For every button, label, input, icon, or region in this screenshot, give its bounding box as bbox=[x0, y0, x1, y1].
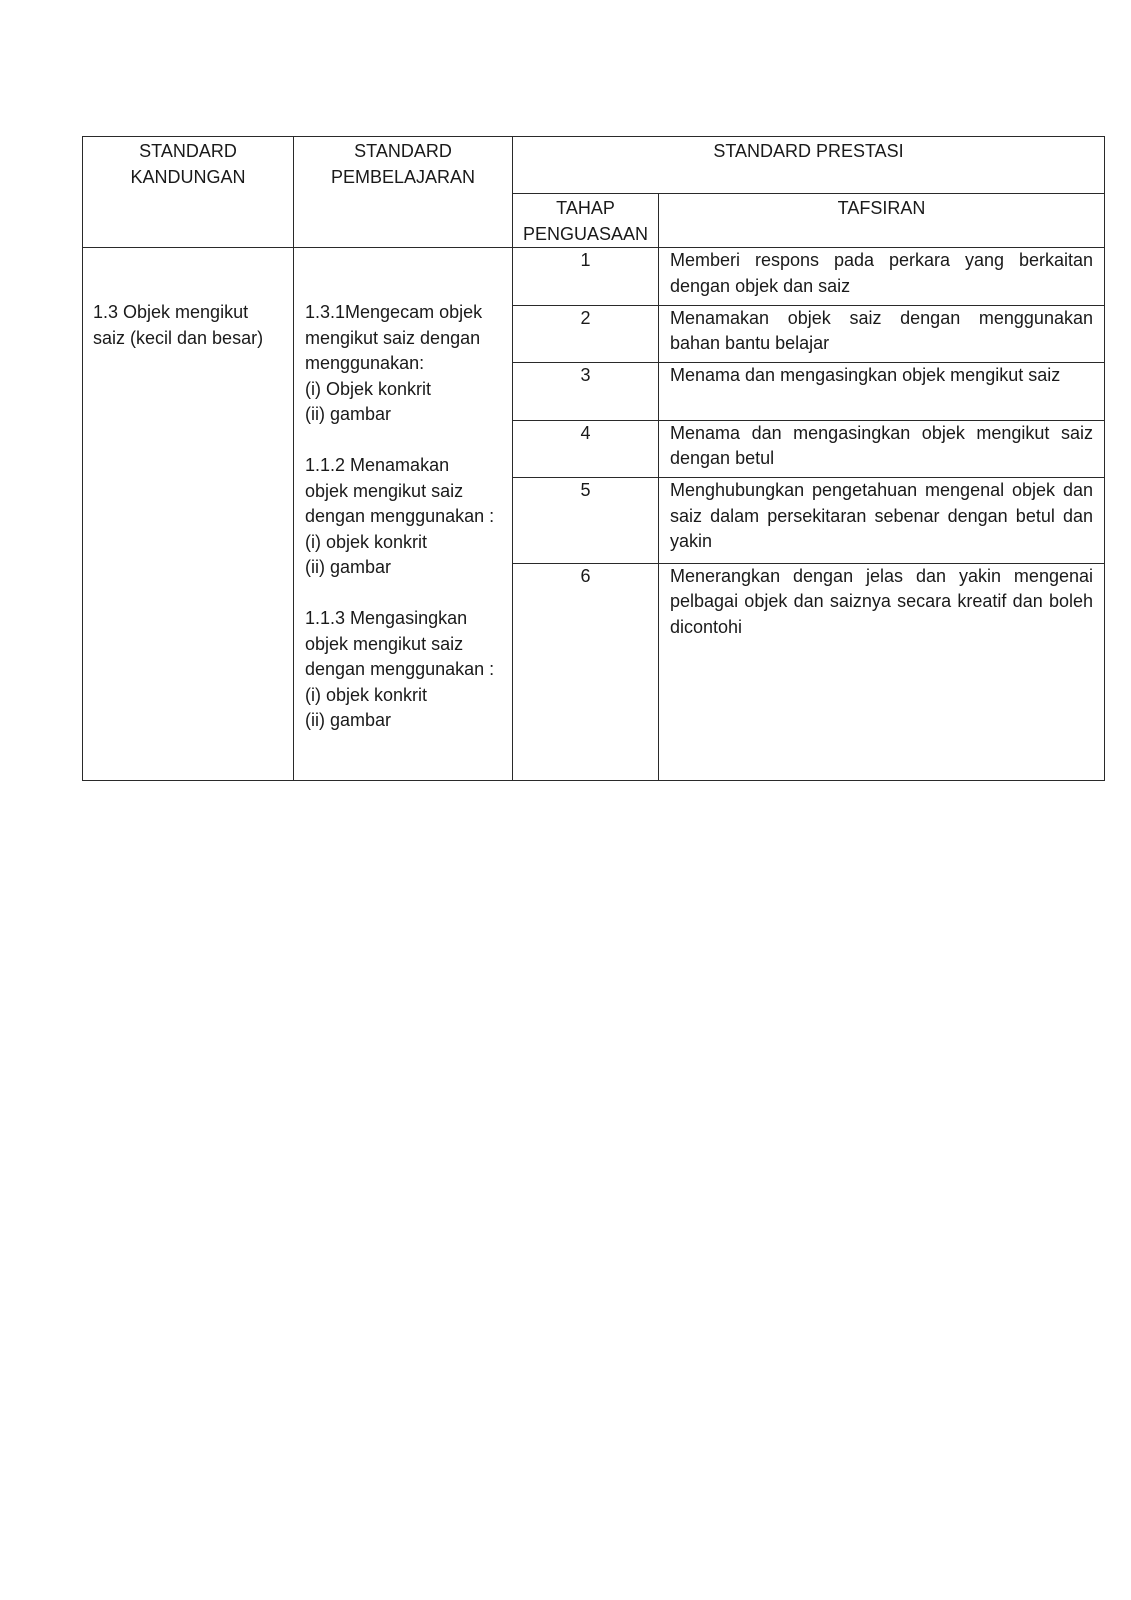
level-number: 6 bbox=[513, 563, 659, 780]
level-number: 5 bbox=[513, 478, 659, 564]
header-standard-pembelajaran: STANDARD PEMBELAJARAN bbox=[294, 137, 513, 248]
level-description: Menerangkan dengan jelas dan yakin mengenai pelbagai objek dan saiznya secara kreatif dan boleh dicontohi bbox=[659, 563, 1105, 780]
standard-table bbox=[82, 136, 1105, 781]
sp-line: mengikut saiz dengan bbox=[305, 327, 481, 348]
sp-line: (ii) gambar bbox=[305, 557, 392, 577]
standard-pembelajaran-cell bbox=[294, 248, 513, 781]
sp-line: (ii) gambar bbox=[305, 404, 392, 424]
level-description: Menamakan objek saiz dengan menggunakan bahan bantu belajar bbox=[659, 305, 1105, 363]
level-description: Memberi respons pada perkara yang berkaitan dengan objek dan saiz bbox=[659, 248, 1105, 306]
sp-line: dengan menggunakan : bbox=[305, 659, 495, 679]
sp-line: (ii) gambar bbox=[305, 710, 392, 730]
standard-kandungan-cell: 1.3 Objek mengikut saiz (kecil dan besar) bbox=[83, 248, 294, 781]
sp-line: (i) objek konkrit bbox=[305, 684, 428, 705]
sp-line: 1.3.1Mengecam objek bbox=[305, 302, 483, 322]
level-number: 3 bbox=[513, 363, 659, 421]
level-number: 2 bbox=[513, 305, 659, 363]
level-description: Menghubungkan pengetahuan mengenal objek dan saiz dalam persekitaran sebenar dengan betul dan yakin bbox=[659, 478, 1105, 564]
level-number: 4 bbox=[513, 420, 659, 478]
level-number: 1 bbox=[513, 248, 659, 306]
header-tahap-penguasaan: TAHAP PENGUASAAN bbox=[513, 194, 659, 248]
level-description: Menama dan mengasingkan objek mengikut saiz dengan betul bbox=[659, 420, 1105, 478]
sp-line: 1.1.2 Menamakan bbox=[305, 455, 450, 475]
sp-line: objek mengikut saiz bbox=[305, 480, 464, 501]
sp-line: (i) objek konkrit bbox=[305, 531, 428, 552]
sp-line: objek mengikut saiz bbox=[305, 633, 464, 654]
level-description: Menama dan mengasingkan objek mengikut saiz bbox=[659, 363, 1105, 421]
header-standard-kandungan: STANDARD KANDUNGAN bbox=[83, 137, 294, 248]
sp-line: dengan menggunakan : bbox=[305, 506, 495, 526]
header-tafsiran: TAFSIRAN bbox=[659, 194, 1105, 248]
sp-line: (i) Objek konkrit bbox=[305, 378, 432, 399]
header-standard-prestasi: STANDARD PRESTASI bbox=[513, 137, 1105, 194]
sp-line: menggunakan: bbox=[305, 353, 425, 373]
sp-line: 1.1.3 Mengasingkan bbox=[305, 608, 468, 628]
